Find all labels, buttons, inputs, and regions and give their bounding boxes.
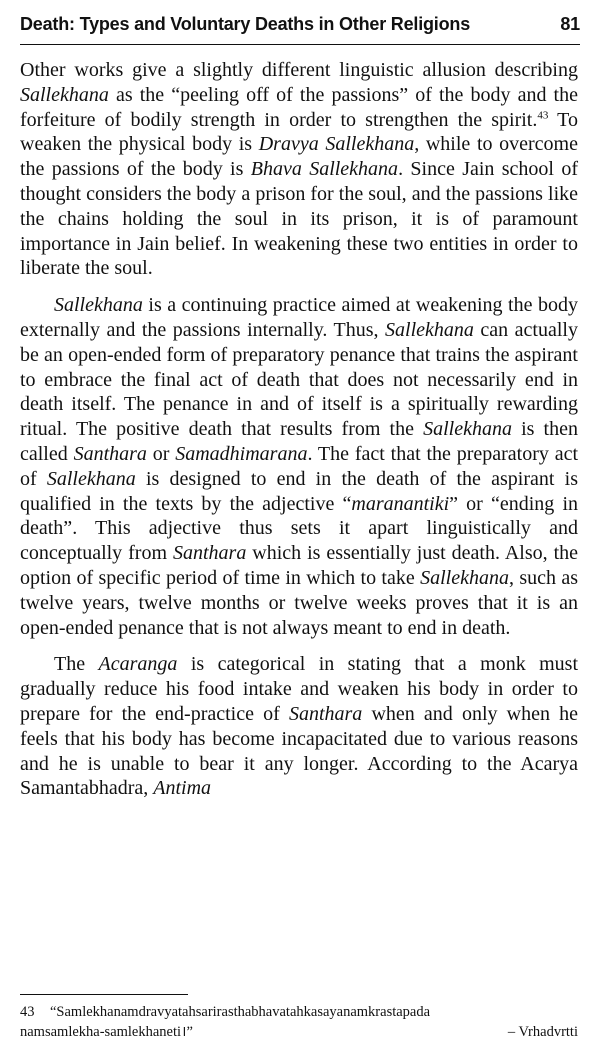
text-run: when and only when he feels that his body has become incapacitated due to various reasons and he is unable to bear it any longer. According to the Acarya Samantabhadra, (20, 702, 579, 800)
running-header (20, 14, 580, 35)
italic-term: Sallekhana (46, 467, 136, 490)
text-run: as the “peeling off of the passions” of the body and the forfeiture of bodily strength in order to strengthen the spirit. (20, 83, 578, 131)
header-rule (20, 44, 580, 45)
text-run: , such as twelve years, twelve months or twelve weeks proves that it is an open-ended penance that is not always meant to end in death. (20, 566, 578, 639)
text-run: , while to overcome the passions of the body is (20, 133, 578, 181)
footnote-number: 43 (20, 1004, 35, 1020)
text-run: which is essentially just death. Also, the option of specific period of time in which to take (20, 542, 578, 589)
italic-term: Antima (153, 777, 212, 800)
italic-term: Santhara (73, 442, 147, 465)
footnote-line-1: “Samlekhanamdravyatahsarirasthabhavatahkasayanamkrastapada (50, 1004, 431, 1020)
footnote-rule (20, 994, 188, 995)
footnote-line-2: namsamlekha-samlekhaneti।” (20, 1024, 193, 1040)
body-text (20, 58, 578, 813)
italic-term: Sallekhana (423, 418, 512, 441)
text-run: . The fact that the preparatory act of (20, 442, 579, 490)
italic-term: Sallekhana (20, 83, 109, 106)
text-run: or (146, 442, 176, 465)
italic-term: Santhara (172, 542, 247, 565)
running-title: Death: Types and Voluntary Deaths in Other Religions (20, 14, 471, 34)
text-run: Other works give a slightly different linguistic allusion describing (20, 59, 578, 81)
footnote (20, 1002, 578, 1042)
text-run: is designed to end in the death of the aspirant is qualified in the texts by the adjective “ (20, 467, 578, 515)
italic-term: Sallekhana (385, 318, 474, 341)
text-run: ” or “ending in death”. This adjective thus sets it apart linguistically and conceptually from (20, 492, 579, 565)
paragraph-3 (20, 652, 578, 801)
footnote-attribution: – Vrhadvrtti (507, 1024, 578, 1040)
footnote-ref: 43 (537, 108, 549, 121)
text-run: is categorical in stating that a monk must gradually reduce his food intake and weaken his body in order to prepare for the end-practice of (20, 653, 579, 725)
text-run: can actually be an open-ended form of preparatory penance that trains the aspirant to embrace the final act of death that does not necessarily end in death itself. The penance in and of itself is a spiritually rewarding ritual. The positive death that results from the (20, 318, 578, 441)
text-run: is then called (20, 418, 578, 465)
page-number: 81 (560, 14, 580, 34)
italic-term: Sallekhana (54, 294, 143, 317)
italic-term: maranantiki (351, 492, 450, 515)
italic-term: Bhava Sallekhana (250, 158, 399, 181)
text-run: The (54, 653, 99, 676)
italic-term: Santhara (288, 702, 363, 725)
text-run: . Since Jain school of thought considers the body a prison for the soul, and the passions like the chains holding the soul in its prison, it is of paramount importance in Jain belief. In weakening these two entities in order to liberate the soul. (20, 158, 578, 280)
text-run: To weaken the physical body is (20, 108, 578, 156)
italic-term: Sallekhana (420, 566, 509, 589)
paragraph-1 (20, 58, 578, 281)
italic-term: Dravya Sallekhana (258, 133, 415, 156)
italic-term: Samadhimarana (175, 442, 308, 465)
paragraph-2 (20, 293, 578, 640)
italic-term: Acaranga (98, 653, 178, 676)
text-run: is a continuing practice aimed at weakening the body externally and the passions internally. Thus, (20, 294, 578, 341)
